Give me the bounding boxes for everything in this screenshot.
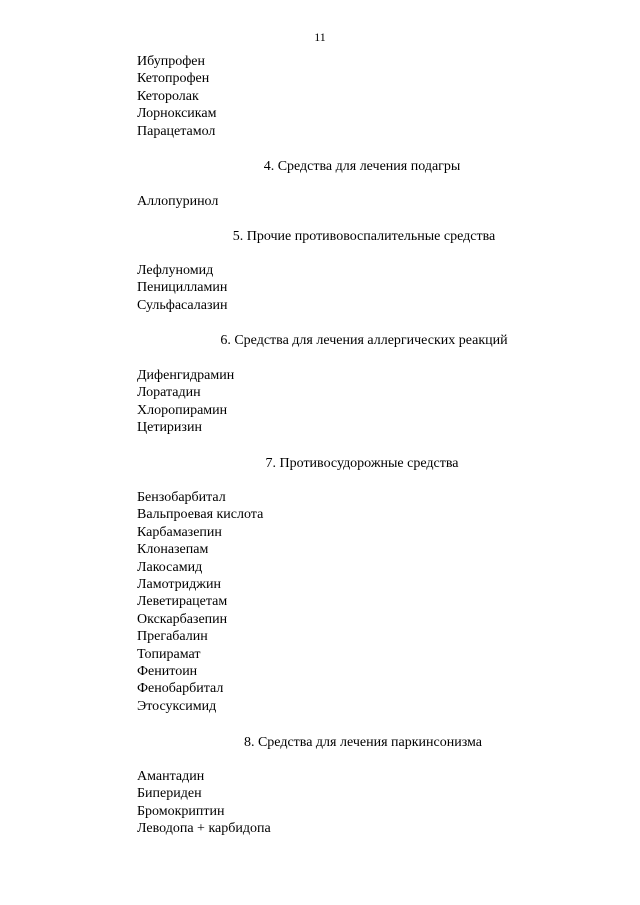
list-item: Кетопрофен bbox=[137, 71, 210, 87]
list-item: Лорноксикам bbox=[137, 106, 217, 122]
page-number: 11 bbox=[314, 30, 326, 44]
list-item: Этосуксимид bbox=[137, 698, 217, 714]
section-heading-anti-inflammatory: 5. Прочие противовоспалительные средства bbox=[232, 229, 496, 244]
drug-list-parkinsonism bbox=[137, 768, 271, 838]
list-item: Пеницилламин bbox=[137, 280, 228, 296]
list-item: Бипериден bbox=[137, 786, 202, 802]
list-item: Карбамазепин bbox=[137, 524, 222, 540]
list-item: Фенобарбитал bbox=[137, 681, 224, 697]
list-item: Ибупрофен bbox=[137, 54, 205, 69]
section-heading-allergy: 6. Средства для лечения аллергических реакций bbox=[220, 333, 508, 348]
list-item: Топирамат bbox=[137, 646, 201, 662]
drug-list-anticonvulsants bbox=[137, 489, 263, 715]
drug-list-gout bbox=[137, 193, 218, 210]
section-heading-parkinsonism: 8. Средства для лечения паркинсонизма bbox=[243, 735, 483, 750]
section-heading-anticonvulsants: 7. Противосудорожные средства bbox=[265, 456, 459, 471]
drug-list-anti-inflammatory bbox=[137, 262, 227, 314]
list-item: Прегабалин bbox=[137, 629, 208, 645]
list-item: Амантадин bbox=[137, 769, 205, 784]
list-item: Ламотриджин bbox=[137, 577, 221, 593]
list-item: Лакосамид bbox=[137, 559, 203, 575]
list-item: Бензобарбитал bbox=[137, 490, 226, 505]
list-item: Кеторолак bbox=[137, 88, 199, 104]
list-item: Цетиризин bbox=[137, 420, 202, 436]
list-item: Сульфасалазин bbox=[137, 297, 228, 313]
drug-list-continued bbox=[137, 53, 216, 140]
list-item: Леветирацетам bbox=[137, 594, 228, 610]
list-item: Окскарбазепин bbox=[137, 611, 228, 627]
list-item: Клоназепам bbox=[137, 542, 209, 558]
list-item: Дифенгидрамин bbox=[137, 368, 235, 383]
list-item: Лоратадин bbox=[137, 385, 201, 401]
list-item: Аллопуринол bbox=[137, 194, 219, 209]
list-item: Леводопа + карбидопа bbox=[137, 821, 271, 837]
list-item: Парацетамол bbox=[137, 123, 216, 139]
list-item: Вальпроевая кислота bbox=[137, 507, 264, 523]
drug-list-allergy bbox=[137, 367, 234, 437]
list-item: Лефлуномид bbox=[137, 263, 214, 278]
list-item: Хлоропирамин bbox=[137, 402, 228, 418]
list-item: Фенитоин bbox=[137, 664, 198, 680]
list-item: Бромокриптин bbox=[137, 803, 225, 819]
section-heading-gout: 4. Средства для лечения подагры bbox=[263, 159, 461, 174]
